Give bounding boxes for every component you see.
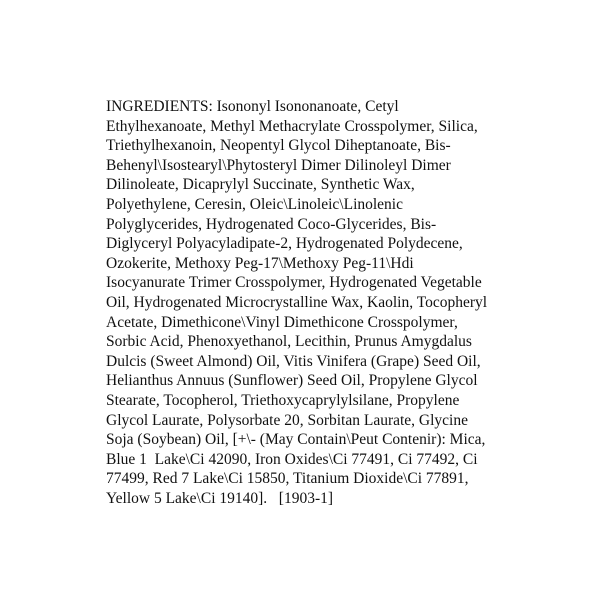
ingredients-line: Diglyceryl Polyacyladipate-2, Hydrogenated Polydecene, [106,235,463,253]
ingredients-line: Triethylhexanoin, Neopentyl Glycol Diheptanoate, Bis- [106,137,451,155]
ingredients-line: Stearate, Tocopherol, Triethoxycaprylylsilane, Propylene [106,391,460,409]
ingredients-line: Ethylhexanoate, Methyl Methacrylate Crosspolymer, Silica, [106,117,478,135]
ingredients-line: Glycol Laurate, Polysorbate 20, Sorbitan Laurate, Glycine [106,411,468,429]
ingredients-line: Polyethylene, Ceresin, Oleic\Linoleic\Linolenic [106,195,403,213]
ingredients-line: Yellow 5 Lake\Ci 19140]. [1903-1] [106,489,334,507]
ingredients-line: INGREDIENTS: Isononyl Isononanoate, Cetyl [106,98,399,115]
ingredients-line: Dulcis (Sweet Almond) Oil, Vitis Vinifera (Grape) Seed Oil, [106,352,481,370]
ingredients-line: Blue 1 Lake\Ci 42090, Iron Oxides\Ci 77491, Ci 77492, Ci [106,450,478,468]
ingredients-text-block [106,97,526,508]
ingredients-line: Helianthus Annuus (Sunflower) Seed Oil, Propylene Glycol [106,372,478,390]
ingredients-line: 77499, Red 7 Lake\Ci 15850, Titanium Dioxide\Ci 77891, [106,470,469,488]
ingredients-line: Polyglycerides, Hydrogenated Coco-Glycerides, Bis- [106,215,437,233]
ingredients-line: Ozokerite, Methoxy Peg-17\Methoxy Peg-11\Hdi [106,254,414,272]
ingredients-line: Behenyl\Isostearyl\Phytosteryl Dimer Dilinoleyl Dimer [106,156,451,174]
ingredients-line: Soja (Soybean) Oil, [+\- (May Contain\Peut Contenir): Mica, [106,431,486,449]
ingredients-line: Sorbic Acid, Phenoxyethanol, Lecithin, Prunus Amygdalus [106,333,472,351]
ingredients-line: Isocyanurate Trimer Crosspolymer, Hydrogenated Vegetable [106,274,482,292]
ingredients-line: Oil, Hydrogenated Microcrystalline Wax, Kaolin, Tocopheryl [106,293,488,311]
ingredients-line: Acetate, Dimethicone\Vinyl Dimethicone Crosspolymer, [106,313,458,331]
ingredients-line: Dilinoleate, Dicaprylyl Succinate, Synthetic Wax, [106,176,415,194]
